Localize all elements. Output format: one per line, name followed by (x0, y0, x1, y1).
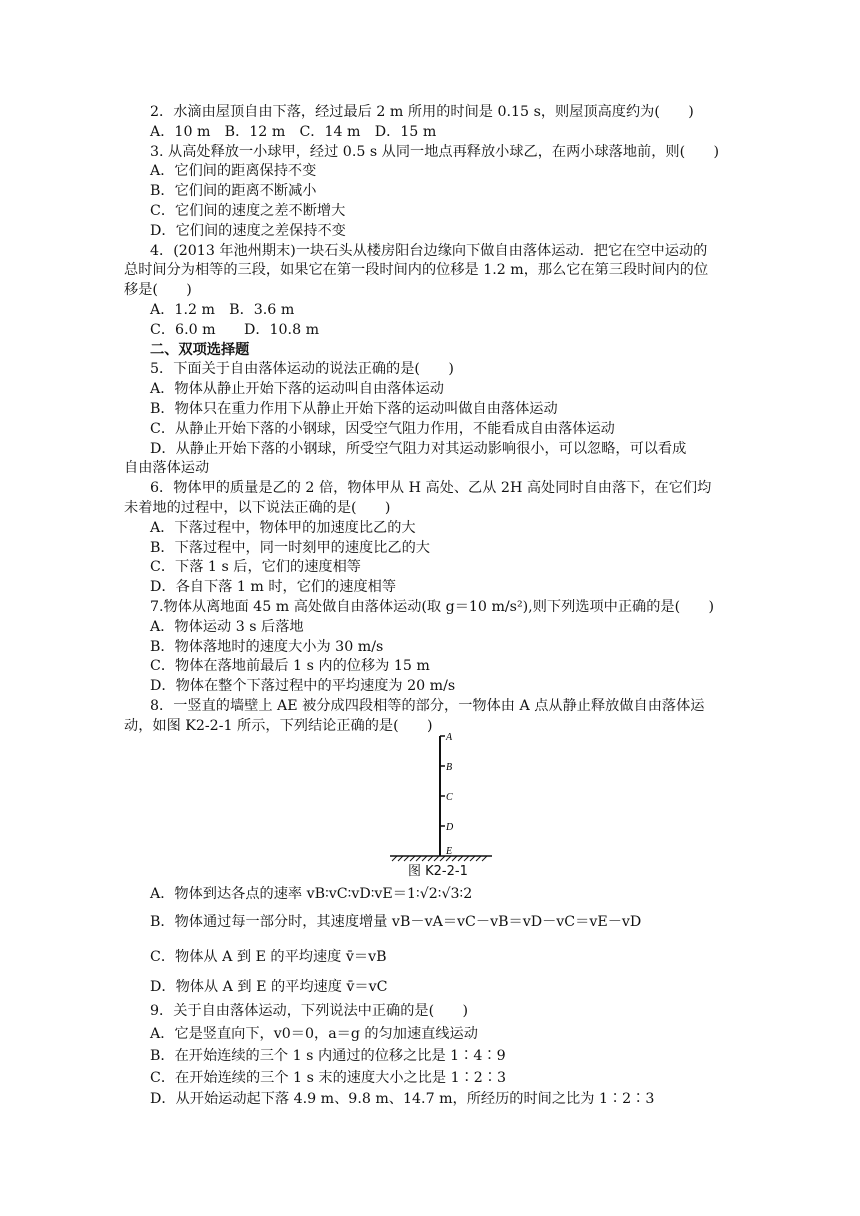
lines2-line: B．物体通过每一部分时，其速度增量 vB－vA＝vC－vB＝vD－vC＝vE－vD (150, 914, 642, 930)
lines-line: 未着地的过程中，以下说法正确的是( ) (124, 500, 391, 516)
lines-line: 2．水滴由屋顶自由下落，经过最后 2 m 所用的时间是 0.15 s，则屋顶高度约为( ) (150, 104, 694, 120)
lines-line: C．物体在落地前最后 1 s 内的位移为 15 m (150, 658, 430, 675)
point-label: B (446, 762, 453, 773)
lines-line: 3. 从高处释放一小球甲，经过 0.5 s 从同一地点再释放小球乙，在两小球落地前，则( ) (150, 143, 720, 160)
lines2-line: A．它是竖直向下，v0＝0，a＝g 的匀加速直线运动 (150, 1026, 478, 1042)
lines-line: 4．(2013 年池州期末)一块石头从楼房阳台边缘向下做自由落体运动．把它在空中运动的 (150, 242, 708, 259)
lines2-line: A．物体到达各点的速率 vB∶vC∶vD∶vE＝1∶√2∶√3∶2 (150, 886, 473, 902)
lines-line: 8．一竖直的墙壁上 AE 被分成四段相等的部分，一物体由 A 点从静止释放做自由落体运 (150, 698, 705, 714)
lines-line: C．它们间的速度之差不断增大 (150, 203, 346, 219)
lines-line: 总时间分为相等的三段，如果它在第一段时间内的位移是 1.2 m，那么它在第三段时间内的位 (124, 262, 709, 279)
lines2-line: C．在开始连续的三个 1 s 末的速度大小之比是 1∶2∶3 (150, 1070, 507, 1086)
point-label: C (446, 792, 453, 803)
lines-line: D．它们间的速度之差保持不变 (150, 222, 346, 239)
lines-line: 动，如图 K2-2-1 所示，下列结论正确的是( ) (124, 717, 433, 734)
lines-line: B．它们间的距离不断减小 (150, 183, 317, 200)
lines-line: 5．下面关于自由落体运动的说法正确的是( ) (150, 361, 454, 378)
lines-line: A．物体运动 3 s 后落地 (150, 618, 304, 635)
lines-line: 6．物体甲的质量是乙的 2 倍，物体甲从 H 高处、乙从 2H 高处同时自由落下，在它们均 (150, 480, 712, 497)
lines2-line: C．物体从 A 到 E 的平均速度 v̄＝vB (150, 949, 387, 965)
lines2-line: D．物体从 A 到 E 的平均速度 v̄＝vC (150, 979, 388, 995)
figure-caption: 图 K2-2-1 (408, 864, 468, 879)
lines-line: C．从静止开始下落的小钢球，因受空气阻力作用，不能看成自由落体运动 (150, 420, 615, 437)
lines-line: 二、双项选择题 (150, 341, 250, 358)
lines2-line: D．从开始运动起下落 4.9 m、9.8 m、14.7 m，所经历的时间之比为 1∶2∶3 (150, 1091, 655, 1107)
point-label: E (446, 846, 453, 857)
lines-line: 移是( ) (124, 282, 192, 299)
lines2-line: 9．关于自由落体运动，下列说法中正确的是( ) (150, 1003, 469, 1019)
lines2-line: B．在开始连续的三个 1 s 内通过的位移之比是 1∶4∶9 (150, 1048, 506, 1064)
lines-line: A．物体从静止开始下落的运动叫自由落体运动 (150, 381, 444, 398)
point-label: A (446, 732, 453, 743)
lines-line: B．物体只在重力作用下从静止开始下落的运动叫做自由落体运动 (150, 401, 558, 417)
lines-line: B．下落过程中，同一时刻甲的速度比乙的大 (150, 539, 430, 556)
lines-line: B．物体落地时的速度大小为 30 m/s (150, 638, 384, 655)
lines-line: A．1.2 m B．3.6 m (150, 302, 295, 318)
lines-line: C．6.0 m D．10.8 m (150, 321, 320, 338)
lines-line: D．物体在整个下落过程中的平均速度为 20 m/s (150, 678, 456, 695)
lines-line: 7.物体从离地面 45 m 高处做自由落体运动(取 g＝10 m/s²),则下列选项中正确的是( ) (150, 599, 715, 615)
lines-line: C．下落 1 s 后，它们的速度相等 (150, 559, 361, 576)
wall-diagram (384, 730, 498, 870)
lines-line: A．下落过程中，物体甲的加速度比乙的大 (150, 519, 416, 536)
point-label: D (446, 822, 454, 833)
lines-line: D．各自下落 1 m 时，它们的速度相等 (150, 579, 397, 596)
lines-line: A．10 m B．12 m C．14 m D．15 m (150, 123, 437, 140)
lines-line: A．它们间的距离保持不变 (150, 163, 317, 180)
lines-line: D．从静止开始下落的小钢球，所受空气阻力对其运动影响很小，可以忽略，可以看成 (150, 440, 687, 457)
lines-line: 自由落体运动 (124, 460, 210, 477)
